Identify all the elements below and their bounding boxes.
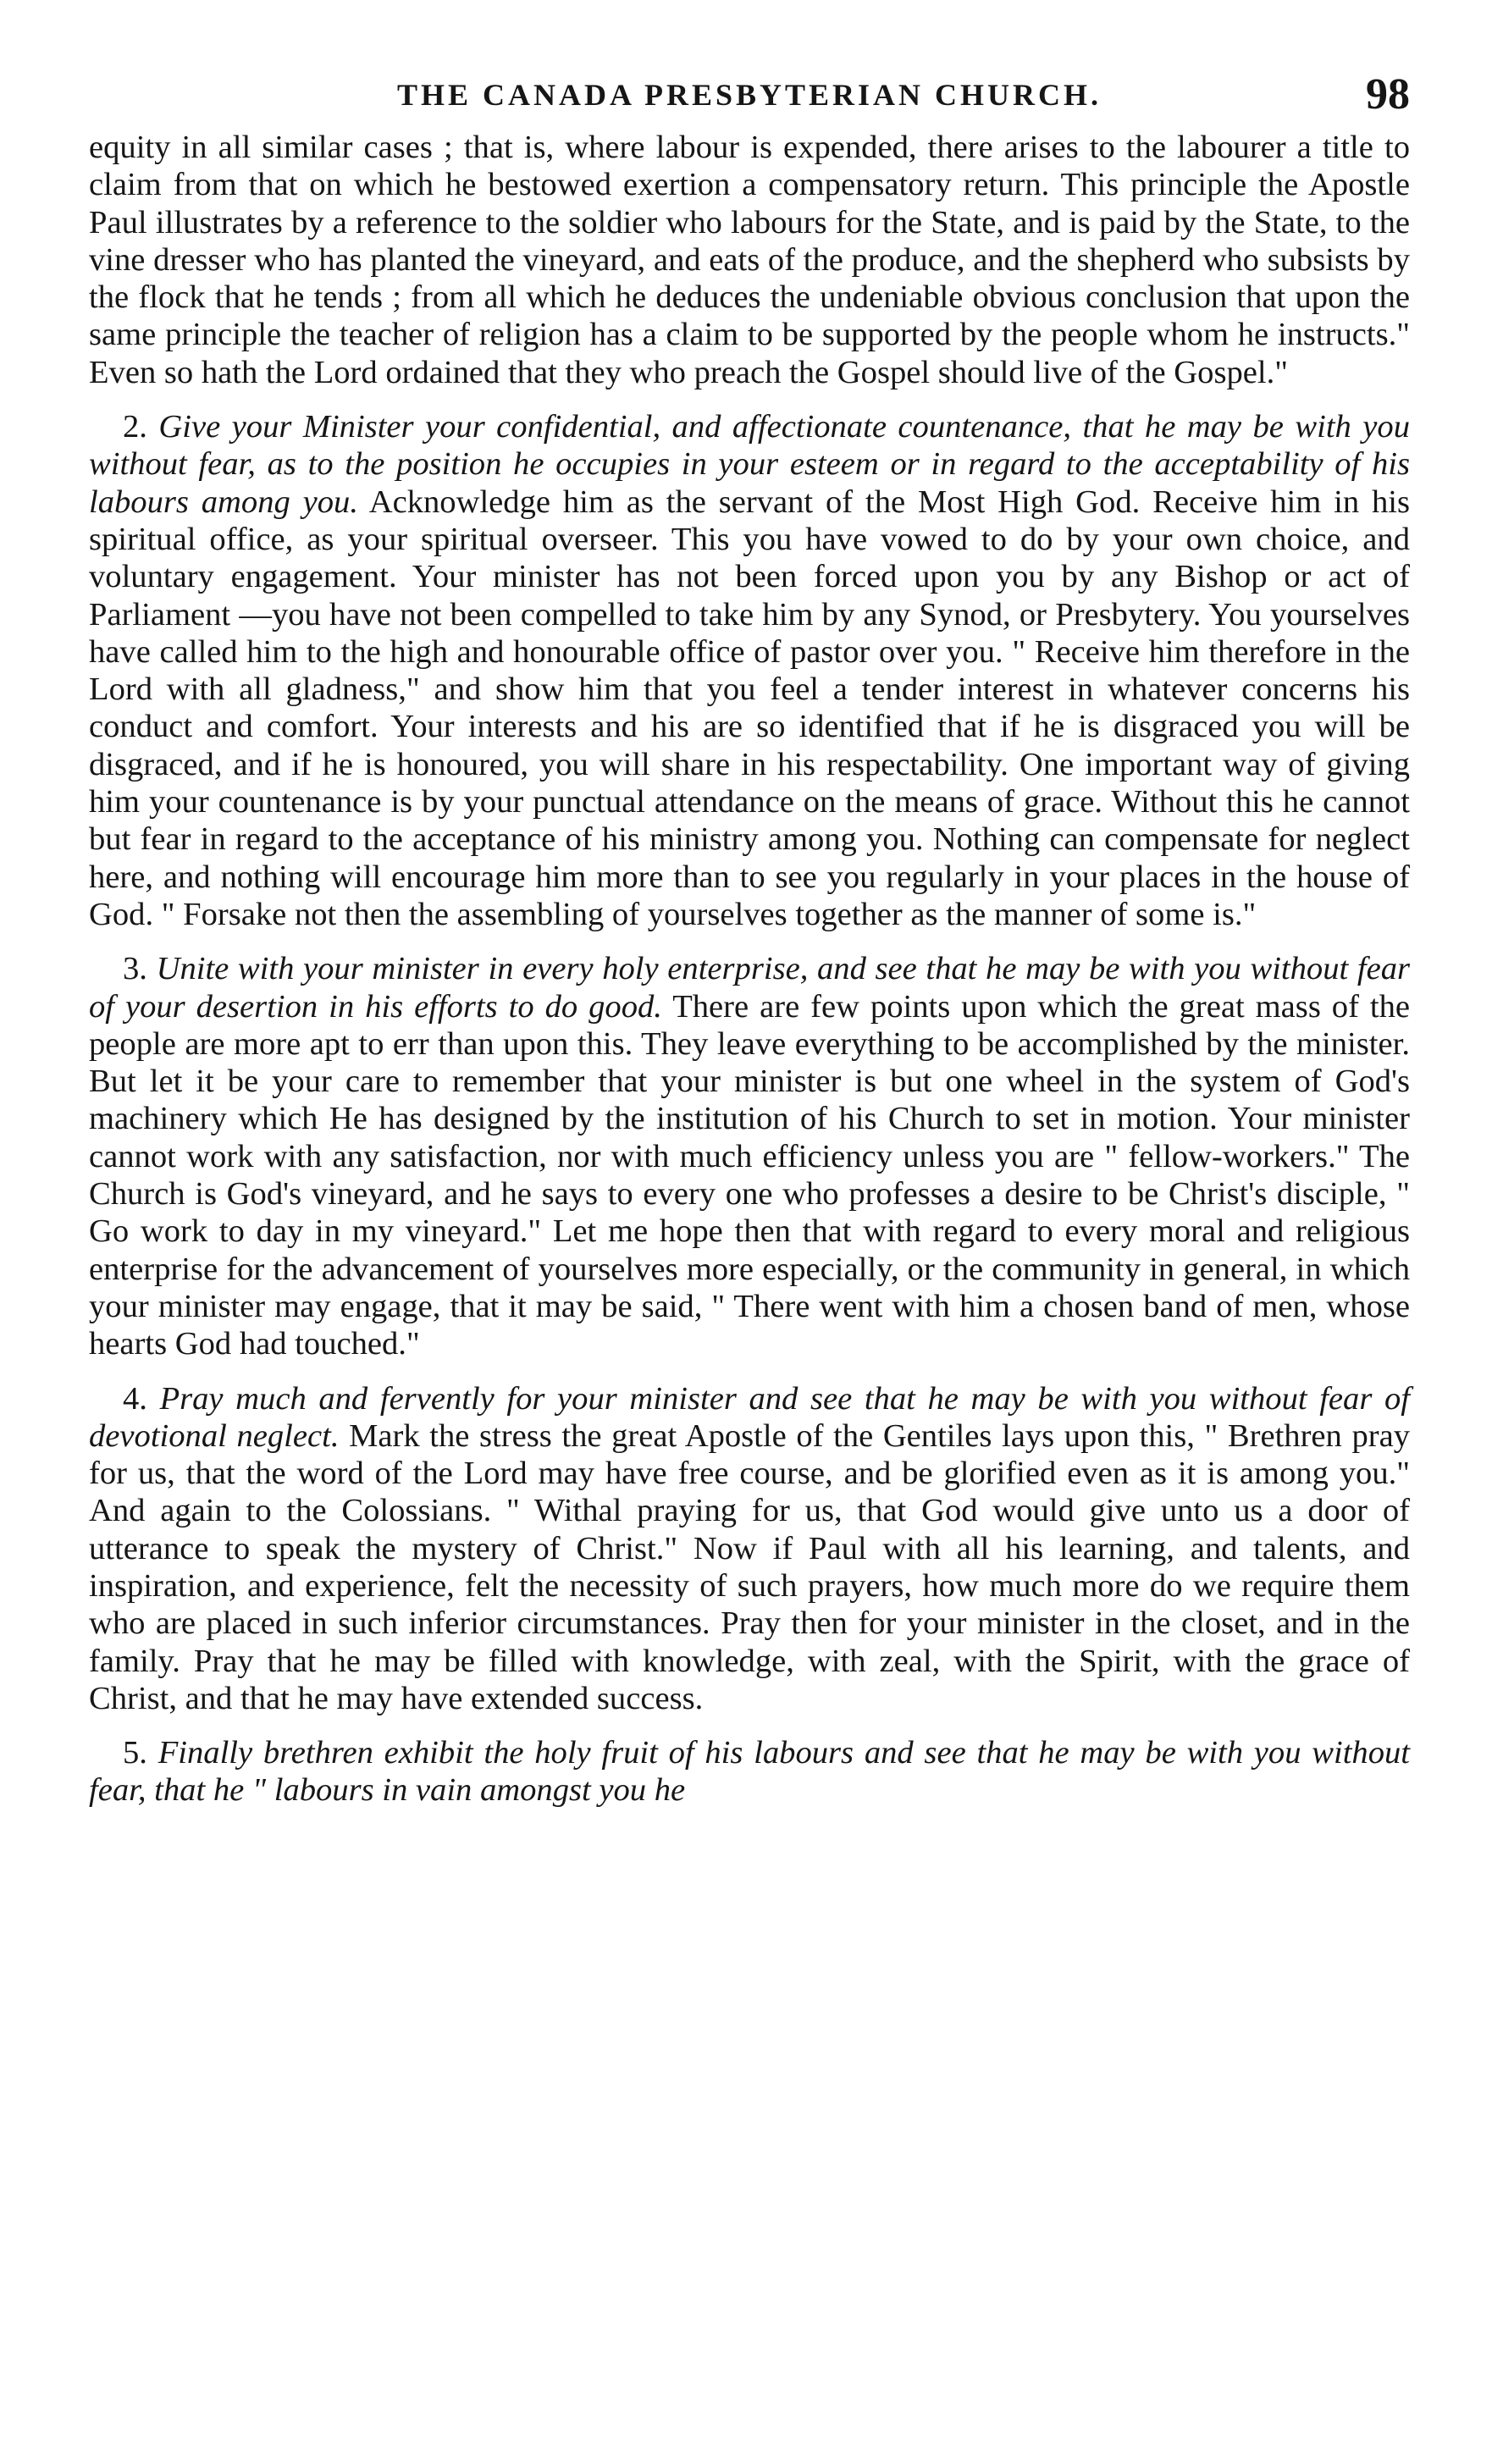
page-body (89, 129, 1410, 1809)
running-title: THE CANADA PRESBYTERIAN CHURCH. (396, 78, 1102, 112)
paragraph-number: 5. (123, 1735, 147, 1771)
paragraph-lead: Pray much and fervently for your minister and see that he may be with you without fear of devotional neglect. (89, 1380, 1410, 1454)
paragraph-number: 2. (123, 409, 147, 445)
paragraph-text: There are few points upon which the great mass of the people are more apt to err than upon this. They leave everything to be accomplished by the minister. But let it be your care to remember that your minister is but one wheel in the system of God's machinery which He has designed by the institution of his Church to set in motion. Your minister cannot work with any satisfaction, nor with much efficiency unless you are " fellow-workers." The Church is God's vineyard, and he says to every one who professes a desire to be Christ's disciple, " Go work to day in my vineyard." Let me hope then that with regard to every moral and religious enterprise for the advancement of yourselves more especially, or the community in general, in which your minister may engage, that it may be said, " There went with him a chosen band of men, whose hearts God had touched." (89, 988, 1411, 1362)
paragraph-text: Acknowledge him as the servant of the Most High God. Receive him in his spiritual office, as your spiritual overseer. This you have vowed to do by your own choice, and voluntary engagement. Your minister has not been forced upon you by any Bishop or act of Parliament —you have not been compelled to take him by any Synod, or Presbytery. You yourselves have called him to the high and honourable office of pastor over you. " Receive him therefore in the Lord with all gladness," and show him that you feel a tender interest in whatever concerns his conduct and comfort. Your interests and his are so identified that if he is disgraced you will be disgraced, and if he is honoured, you will share in his respectability. One important way of giving him your countenance is by your punctual attendance on the means of grace. Without this he cannot but fear in regard to the acceptance of his ministry among you. Nothing can compensate for neglect here, and nothing will encourage him more than to see you regularly in your places in the house of God. " Forsake not then the assembling of yourselves together as the manner of some is." (89, 483, 1410, 932)
paragraph-3 (89, 950, 1410, 1362)
page-header (89, 61, 1410, 129)
paragraph-4 (89, 1380, 1410, 1718)
paragraph-number: 3. (123, 951, 147, 987)
paragraph-2 (89, 408, 1410, 933)
page (89, 61, 1410, 1809)
paragraph-text: equity in all similar cases ; that is, where labour is expended, there arises to the labourer a title to claim from that on which he bestowed exertion a compensatory return. This principle the Apostle Paul illustrates by a reference to the soldier who labours for the State, and is paid by the State, to the vine dresser who has planted the vineyard, and eats of the produce, and the shepherd who subsists by the flock that he tends ; from all which he deduces the undeniable obvious conclusion that upon the same principle the teacher of religion has a claim to be supported by the people whom he instructs." Even so hath the Lord ordained that they who preach the Gospel should live of the Gospel." (89, 130, 1410, 390)
paragraph-lead: Unite with your minister in every holy enterprise, and see that he may be with you without fear of your desertion in his efforts to do good. (89, 951, 1410, 1025)
paragraph-lead: Give your Minister your confidential, and affectionate countenance, that he may be with you without fear, as to the position he occupies in your esteem or in regard to the acceptability of his labours among you. (89, 409, 1410, 520)
paragraph-text: Mark the stress the great Apostle of the Gentiles lays upon this, " Brethren pray for us, that the word of the Lord may have free course, and be glorified even as it is among you." And again to the Colossians. " Withal praying for us, that God would give unto us a door of utterance to speak the mystery of Christ." Now if Paul with all his learning, and talents, and inspiration, and experience, felt the necessity of such prayers, how much more do we require them who are placed in such inferior circumstances. Pray then for your minister in the closet, and in the family. Pray that he may be filled with knowledge, with zeal, with the Spirit, with the grace of Christ, and that he may have extended success. (89, 1417, 1410, 1716)
paragraph-number: 4. (123, 1380, 147, 1417)
page-number: 98 (1366, 70, 1410, 119)
paragraph-5 (89, 1734, 1410, 1809)
paragraph-lead: Finally brethren exhibit the holy fruit of his labours and see that he may be with you without fear, that he " labours in vain amongst you he (89, 1735, 1410, 1809)
paragraph-1 (89, 129, 1410, 391)
